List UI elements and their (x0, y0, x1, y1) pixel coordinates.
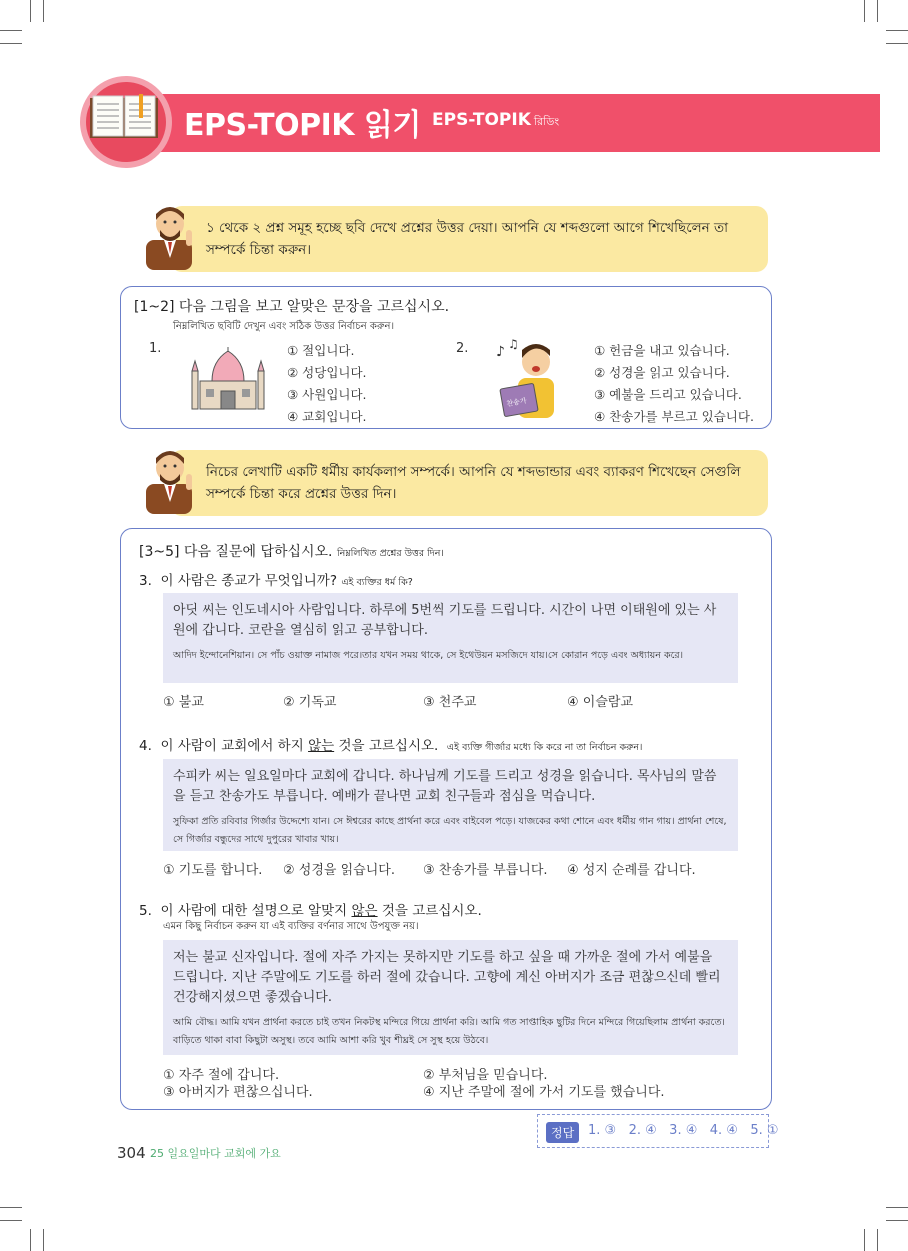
option-text: ① 자주 절에 갑니다. (163, 1068, 280, 1083)
option-text: ① 기도를 합니다. (163, 863, 263, 878)
passage-4 (163, 759, 738, 851)
crop-mark (877, 0, 878, 22)
option-text: ③ 아버지가 편찮으십니다. (163, 1085, 313, 1100)
crop-mark (886, 30, 908, 31)
option-text: ① 헌금을 내고 있습니다. (594, 343, 730, 358)
question-number: 1. (149, 341, 162, 356)
crop-mark (0, 30, 22, 31)
svg-text:♪: ♪ (496, 344, 505, 360)
option-text: ③ 예불을 드리고 있습니다. (594, 387, 742, 402)
crop-mark (0, 1220, 22, 1221)
page-number: 304 (117, 1144, 146, 1162)
question-3: 3. 이 사람은 종교가 무엇입니까? এই ব্যক্তির ধর্ম কি? (139, 573, 413, 589)
option-text: ④ 이슬람교 (567, 695, 634, 710)
option-text: ① 불교 (163, 695, 204, 710)
answer-text: 1. ③ 2. ④ 3. ④ 4. ④ 5. ① (588, 1123, 779, 1138)
crop-mark (864, 1229, 865, 1251)
section-title: [3~5] 다음 질문에 답하십시오. নিম্নলিখিত প্রশ্নের উত্তর দিন। (139, 544, 444, 560)
option-text: ③ 사원입니다. (287, 387, 367, 402)
passage-bengali: আদিদ ইন্দোনেশিয়ান। সে পাঁচ ওয়াক্ত নামাজ পরে।তার যখন সময় থাকে, সে ইথেউয়ন মসজিদে যায়।সে কোরান পড়ে এবং অধ্যায়ন করে। (173, 650, 684, 661)
passage-korean: 아딧 씨는 인도네시아 사람입니다. 하루에 5번씩 기도를 드립니다. 시간이 나면 이태원에 있는 사원에 갑니다. 코란을 열심히 읽고 공부합니다. (173, 603, 717, 638)
crop-mark (886, 43, 908, 44)
option-text: ④ 성지 순례를 갑니다. (567, 863, 696, 878)
question-number: 2. (456, 341, 469, 356)
option-text: ② 성당입니다. (287, 365, 367, 380)
instruction-text: ১ থেকে ২ প্রশ্ন সমূহ হচ্ছে ছবি দেখে প্রশ্নের উত্তর দেয়া। আপনি যে শব্দগুলো আগে শিখেছিলেন তা সম্পর্কে চিন্তা করুন। (206, 220, 729, 258)
option-text: ③ 천주교 (423, 695, 477, 710)
section-subtitle: নিম্নলিখিত ছবিটি দেখুন এবং সঠিক উত্তর নির্বাচন করুন। (173, 321, 395, 332)
option-text: ④ 지난 주말에 절에 가서 기도를 했습니다. (423, 1085, 665, 1100)
singing-boy-illustration (492, 336, 562, 418)
teacher-icon (140, 200, 200, 270)
passage-bengali: সুফিকা প্রতি রবিবার গির্জার উদ্দেশ্যে যান। সে ঈশ্বরের কাছে প্রার্থনা করে এবং বাইবেল পড়ে। যাজকের কথা শোনে এবং ধর্মীয় গান গায়। প্রার্থনা শেষে, সে গির্জার বন্ধুদের সাথে দুপুরের খাবার খায়। (173, 816, 727, 845)
instruction-text: নিচের লেখাটি একটি ধর্মীয় কার্যকলাপ সম্পর্কে। আপনি যে শব্দভান্ডার এবং ব্যাকরণ শিখেছেন সেগুলি সম্পর্কে চিন্তা করে প্রশ্নের উত্তর দিন। (206, 464, 741, 502)
passage-bengali: আমি বৌদ্ধ। আমি যখন প্রার্থনা করতে চাই তখন নিকটস্থ মন্দিরে গিয়ে প্রার্থনা করি। আমি গত সাপ্তাহিক ছুটির দিনে মন্দিরে গিয়েছিলাম প্রার্থনা করতে। বাড়িতে থাকা বাবা কিছুটা অসুস্থ। তবে আমি আশা করি খুব শীঘ্রই সে সুস্থ হয়ে উঠবে। (173, 1017, 725, 1046)
option-text: ① 절입니다. (287, 343, 355, 358)
answer-key (537, 1114, 779, 1148)
book-label: 찬송가 (505, 396, 528, 409)
instruction-bubble (170, 450, 768, 516)
temple-illustration (188, 347, 268, 413)
answer-label: 정답 (546, 1122, 579, 1143)
option-text: ④ 교회입니다. (287, 409, 367, 424)
open-book-icon (88, 94, 160, 142)
passage-5 (163, 940, 738, 1055)
crop-mark (886, 1207, 908, 1208)
crop-mark (30, 0, 31, 22)
crop-mark (0, 43, 22, 44)
svg-text:♫: ♫ (508, 337, 519, 351)
chapter-title: 25 일요일마다 교회에 가요 (150, 1147, 281, 1160)
teacher-icon (140, 444, 200, 514)
crop-mark (30, 1229, 31, 1251)
header-title: EPS-TOPIK 읽기 (184, 108, 421, 143)
question-5: 5. 이 사람에 대한 설명으로 알맞지 않은 것을 고르십시오. (139, 903, 482, 919)
option-text: ④ 찬송가를 부르고 있습니다. (594, 409, 754, 424)
crop-mark (43, 0, 44, 22)
option-text: ② 성경을 읽습니다. (283, 863, 395, 878)
crop-mark (864, 0, 865, 22)
option-text: ② 부처님을 믿습니다. (423, 1068, 548, 1083)
crop-mark (0, 1207, 22, 1208)
section-title: [1~2] 다음 그림을 보고 알맞은 문장을 고르십시오. (134, 299, 450, 315)
crop-mark (43, 1229, 44, 1251)
option-text: ② 성경을 읽고 있습니다. (594, 365, 730, 380)
passage-3 (163, 593, 738, 683)
option-text: ③ 찬송가를 부릅니다. (423, 863, 548, 878)
option-text: ② 기독교 (283, 695, 337, 710)
question-5-bengali: এমন কিছু নির্বাচন করুন যা এই ব্যক্তির বর্ণনার সাথে উপযুক্ত নয়। (163, 921, 419, 932)
instruction-bubble (170, 206, 768, 272)
crop-mark (877, 1229, 878, 1251)
header-subtitle: EPS-TOPIK রিডিং (432, 110, 560, 130)
passage-korean: 저는 불교 신자입니다. 절에 자주 가지는 못하지만 기도를 하고 싶을 때 가까운 절에 가서 예불을 드립니다. 지난 주말에도 기도를 하러 절에 갔습니다. 고향에 계신 아버지가 조금 편찮으신데 빨리 건강해지셨으면 좋겠습니다. (173, 950, 721, 1005)
question-4: 4. 이 사람이 교회에서 하지 않는 것을 고르십시오. এই ব্যক্তি গীর্জার মধ্যে কি করে না তা নির্বাচন করুন। (139, 738, 643, 754)
passage-korean: 수피카 씨는 일요일마다 교회에 갑니다. 하나님께 기도를 드리고 성경을 읽습니다. 목사님의 말씀을 듣고 찬송가도 부릅니다. 예배가 끝나면 교회 친구들과 점심을 먹습니다. (173, 769, 717, 804)
crop-mark (886, 1220, 908, 1221)
